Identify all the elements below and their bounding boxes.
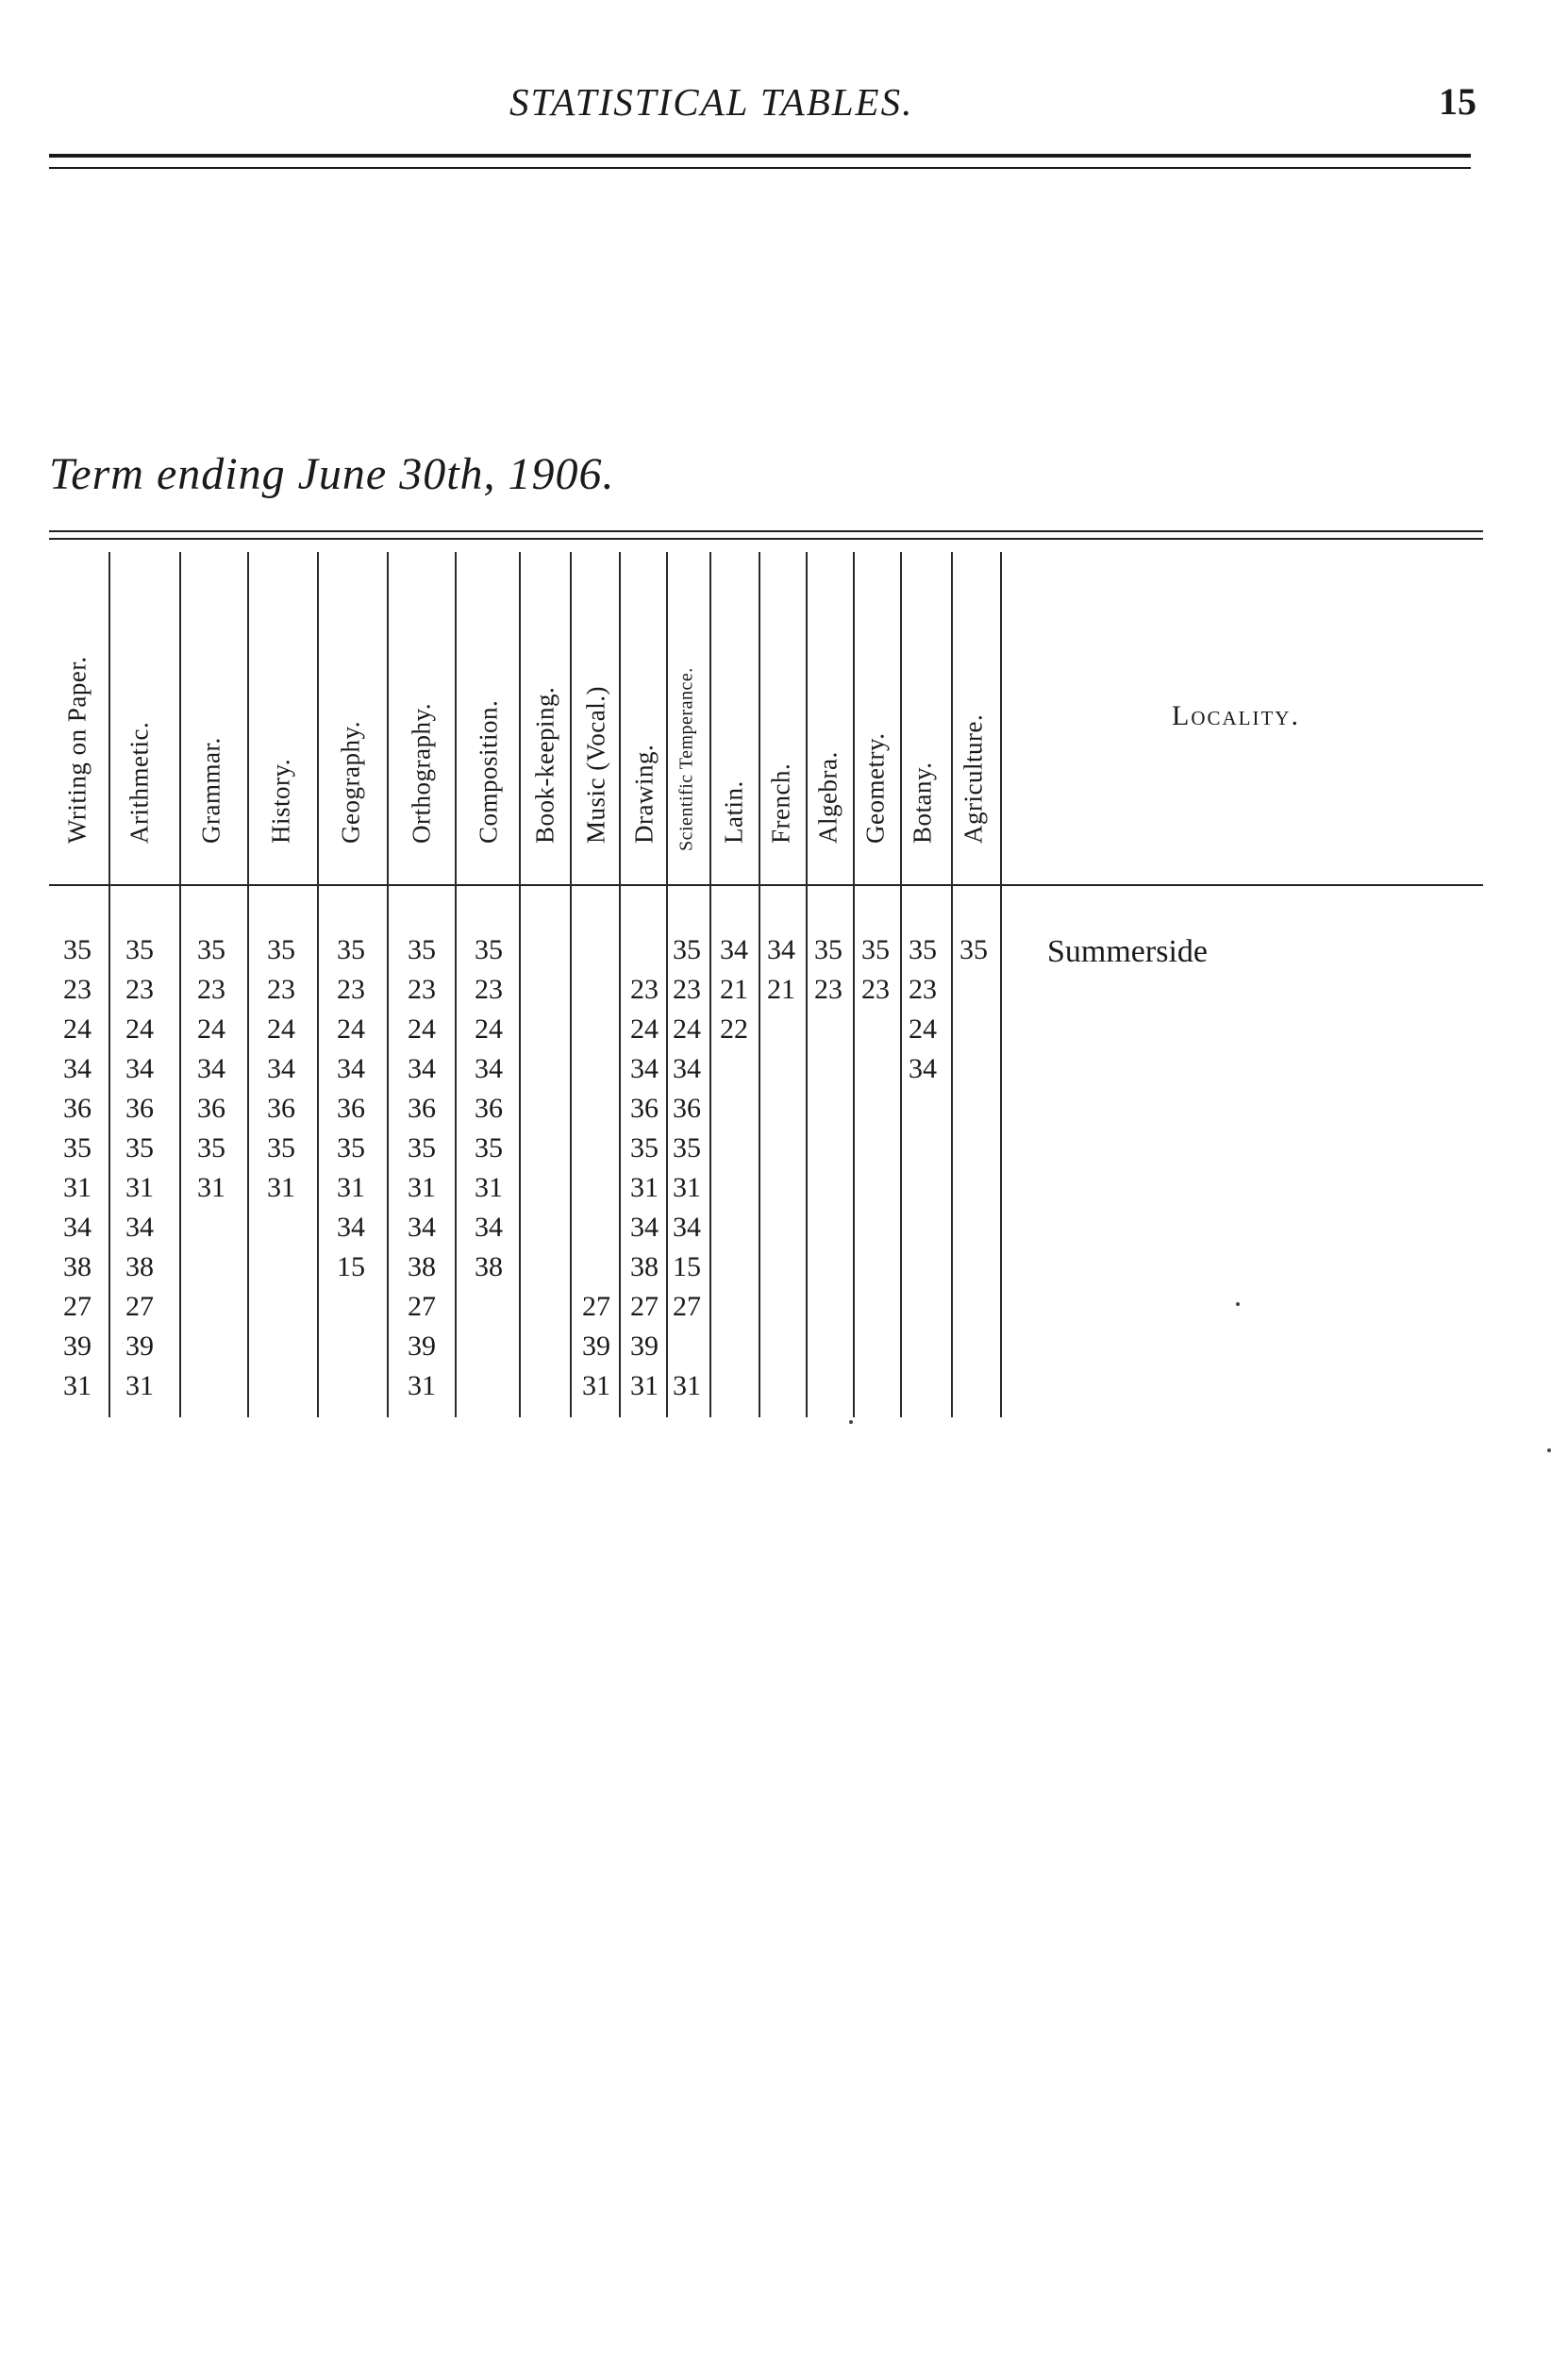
column-header [470, 552, 508, 873]
table-cell: 27 [673, 1291, 701, 1322]
column-header [192, 552, 230, 873]
column-header [809, 552, 847, 873]
table-cell: 31 [673, 1370, 701, 1401]
column-header-label: Drawing. [629, 744, 659, 844]
table-cell: 38 [408, 1251, 436, 1282]
table-cell: 23 [125, 974, 154, 1005]
page-header [0, 79, 1568, 136]
table-cell: 23 [337, 974, 365, 1005]
table-cell: 27 [582, 1291, 610, 1322]
table-cell: 36 [475, 1093, 503, 1124]
table-cell: 31 [125, 1370, 154, 1401]
table-cell: 38 [630, 1251, 659, 1282]
column-header-label: Composition. [474, 699, 503, 844]
table-cell: 35 [267, 1132, 295, 1163]
table-cell: 27 [125, 1291, 154, 1322]
column-header-label: Agriculture. [959, 713, 988, 844]
column-header [577, 552, 615, 873]
table-cell: 39 [582, 1331, 610, 1362]
table-cell: 35 [475, 1132, 503, 1163]
table-cell: 24 [267, 1013, 295, 1045]
table-cell: 23 [630, 974, 659, 1005]
table-cell: 31 [408, 1172, 436, 1203]
table-cell: 35 [673, 934, 701, 965]
table-cell: 23 [909, 974, 937, 1005]
column-divider [570, 552, 572, 1417]
table-cell: 36 [630, 1093, 659, 1124]
column-header [58, 552, 96, 873]
table-cell: 15 [673, 1251, 701, 1282]
table-cell: 24 [673, 1013, 701, 1045]
column-divider [951, 552, 953, 1417]
table-cell: 39 [630, 1331, 659, 1362]
page-number: 15 [1439, 80, 1476, 123]
table-cell: 23 [814, 974, 842, 1005]
table-cell: 34 [475, 1053, 503, 1084]
table-cell: 34 [267, 1053, 295, 1084]
table-cell: 34 [337, 1212, 365, 1243]
table-cell: 38 [125, 1251, 154, 1282]
paper-speck [1236, 1302, 1240, 1306]
column-header-label: Orthography. [407, 703, 436, 844]
column-header-label: Geometry. [860, 732, 890, 844]
table-cell: 36 [63, 1093, 92, 1124]
table-cell: 35 [63, 1132, 92, 1163]
table-cell: 21 [767, 974, 795, 1005]
table-cell: 35 [267, 934, 295, 965]
table-cell: 39 [408, 1331, 436, 1362]
table-cell: 34 [673, 1053, 701, 1084]
table-cell: 35 [63, 934, 92, 965]
table-cell: 27 [630, 1291, 659, 1322]
table-cell: 27 [408, 1291, 436, 1322]
table-cell: 31 [673, 1172, 701, 1203]
table-cell: 31 [63, 1172, 92, 1203]
column-header-label: Scientific Temperance. [676, 667, 697, 851]
column-divider [455, 552, 457, 1417]
column-header-label: Latin. [719, 780, 748, 844]
column-divider [387, 552, 389, 1417]
table-cell: 39 [125, 1331, 154, 1362]
column-header-label: History. [266, 759, 295, 844]
table-cell: 23 [197, 974, 225, 1005]
table-cell: 24 [337, 1013, 365, 1045]
table-cell: 24 [408, 1013, 436, 1045]
column-header-label: Music (Vocal.) [581, 686, 610, 844]
header-rule-thin [49, 167, 1471, 169]
column-divider [247, 552, 249, 1417]
table-cell: 34 [630, 1053, 659, 1084]
table-cell: 31 [197, 1172, 225, 1203]
column-header [857, 552, 894, 873]
table-cell: 31 [630, 1172, 659, 1203]
table-cell: 34 [63, 1212, 92, 1243]
running-title: STATISTICAL TABLES. [509, 80, 914, 124]
column-header-label: Algebra. [813, 751, 842, 844]
column-divider [317, 552, 319, 1417]
table-cell: 35 [959, 934, 988, 965]
column-header-label: Grammar. [196, 737, 225, 844]
table-cell: 34 [909, 1053, 937, 1084]
header-rule [49, 154, 1471, 158]
table-cell: 34 [720, 934, 748, 965]
column-header [526, 552, 564, 873]
column-header-label: Writing on Paper. [62, 656, 92, 844]
table-cell: 24 [197, 1013, 225, 1045]
table-cell: 34 [63, 1053, 92, 1084]
table-cell: 27 [63, 1291, 92, 1322]
table-cell: 35 [125, 934, 154, 965]
table-cell: 31 [582, 1370, 610, 1401]
table-cell: 35 [337, 934, 365, 965]
table-cell: 31 [630, 1370, 659, 1401]
table-cell: 35 [408, 934, 436, 965]
column-header [904, 552, 942, 873]
column-header-label: Book-keeping. [530, 686, 559, 844]
table-cell: 35 [337, 1132, 365, 1163]
table-cell: 35 [475, 934, 503, 965]
table-cell: 24 [125, 1013, 154, 1045]
table-cell: 34 [475, 1212, 503, 1243]
column-header-label: Arithmetic. [125, 721, 154, 844]
table-top-rule [49, 538, 1483, 540]
column-header [626, 552, 663, 873]
table-cell: 31 [125, 1172, 154, 1203]
table-cell: 24 [475, 1013, 503, 1045]
table-cell: 36 [673, 1093, 701, 1124]
paper-speck [849, 1420, 853, 1424]
column-header [403, 552, 441, 873]
table-cell: 23 [408, 974, 436, 1005]
column-header [668, 552, 706, 873]
table-cell: 24 [630, 1013, 659, 1045]
table-cell: 34 [673, 1212, 701, 1243]
column-header-label: Geography. [336, 721, 365, 844]
table-cell: 36 [337, 1093, 365, 1124]
table-cell: 31 [475, 1172, 503, 1203]
table-cell: 23 [267, 974, 295, 1005]
column-header [955, 552, 993, 873]
table-cell: 38 [475, 1251, 503, 1282]
table-cell: 34 [408, 1053, 436, 1084]
table-cell: 35 [630, 1132, 659, 1163]
term-heading: Term ending June 30th, 1906. [49, 449, 615, 499]
column-header [715, 552, 753, 873]
table-cell: 34 [408, 1212, 436, 1243]
table-cell: 23 [861, 974, 890, 1005]
table-cell: 36 [267, 1093, 295, 1124]
column-divider [519, 552, 521, 1417]
column-divider [1000, 552, 1002, 1417]
table-cell: 34 [630, 1212, 659, 1243]
column-header [262, 552, 300, 873]
table-cell: 35 [673, 1132, 701, 1163]
table-cell: 31 [63, 1370, 92, 1401]
table-cell: 31 [408, 1370, 436, 1401]
table-cell: 23 [475, 974, 503, 1005]
table-cell: 35 [909, 934, 937, 965]
table-cell: 35 [408, 1132, 436, 1163]
column-header [332, 552, 370, 873]
table-cell: 35 [125, 1132, 154, 1163]
table-cell: 39 [63, 1331, 92, 1362]
table-cell: 36 [197, 1093, 225, 1124]
table-cell: 34 [125, 1212, 154, 1243]
locality-cell: Summerside [1047, 934, 1208, 969]
column-divider [108, 552, 110, 1417]
table-cell: 35 [814, 934, 842, 965]
table-cell: 34 [197, 1053, 225, 1084]
column-header [762, 552, 800, 873]
table-cell: 34 [337, 1053, 365, 1084]
table-cell: 23 [673, 974, 701, 1005]
table-top-rule [49, 530, 1483, 532]
table-cell: 24 [63, 1013, 92, 1045]
table-cell: 38 [63, 1251, 92, 1282]
column-header-label: Botany. [908, 762, 937, 844]
column-header [121, 552, 158, 873]
column-divider [179, 552, 181, 1417]
table-cell: 36 [408, 1093, 436, 1124]
table-cell: 24 [909, 1013, 937, 1045]
table-cell: 23 [63, 974, 92, 1005]
table-cell: 34 [125, 1053, 154, 1084]
table-cell: 34 [767, 934, 795, 965]
table-cell: 35 [197, 934, 225, 965]
table-cell: 21 [720, 974, 748, 1005]
table-cell: 36 [125, 1093, 154, 1124]
table-cell: 22 [720, 1013, 748, 1045]
table-cell: 15 [337, 1251, 365, 1282]
table-header-rule [49, 884, 1483, 886]
table-cell: 35 [197, 1132, 225, 1163]
column-header-label: French. [766, 762, 795, 844]
paper-speck [1547, 1448, 1551, 1452]
table-cell: 31 [267, 1172, 295, 1203]
locality-header: Locality. [1172, 700, 1300, 731]
table-cell: 31 [337, 1172, 365, 1203]
table-cell: 35 [861, 934, 890, 965]
